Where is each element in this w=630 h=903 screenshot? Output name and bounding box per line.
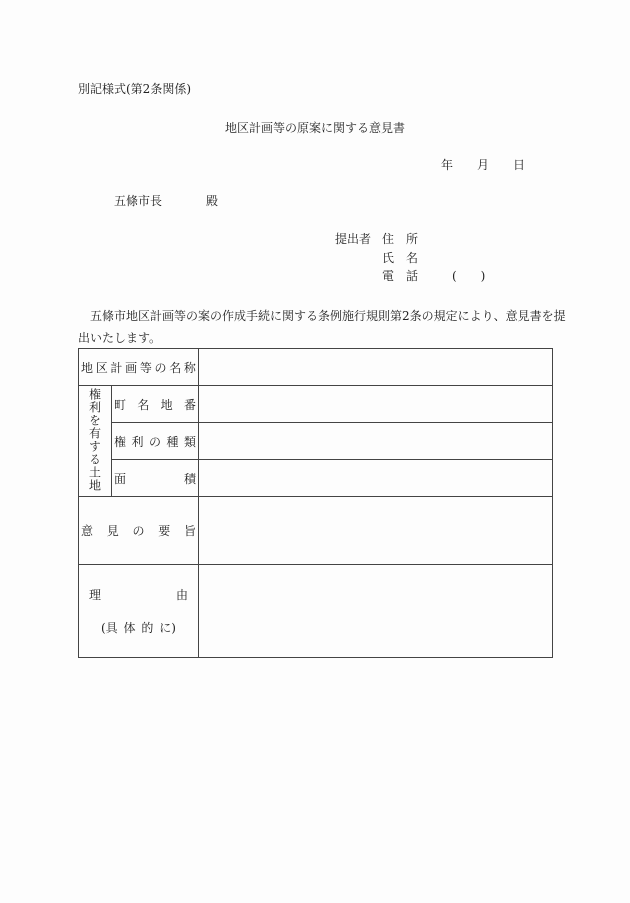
input-area[interactable] [199,460,553,497]
submitter-address-label: 住 所 [382,232,419,246]
submitter-phone-paren: ( ) [452,269,486,283]
label-right-type: 権 利 の 種 類 [112,423,199,460]
label-reason: 理 由 (具 体 的 に) [79,565,199,658]
addressee-honorific: 殿 [206,194,219,208]
opinion-form-table [78,348,553,658]
input-lot-number[interactable] [199,386,553,423]
input-right-type[interactable] [199,423,553,460]
input-plan-name[interactable] [199,349,553,386]
label-opinion-summary: 意 見 の 要 旨 [79,497,199,565]
addressee-name: 五條市長 [114,194,163,208]
form-reference: 別記様式(第2条関係) [78,82,191,96]
submitter-phone-label: 電 話 [382,269,419,283]
label-land-with-rights: 権利を有する土地 [79,386,112,497]
document-title: 地区計画等の原案に関する意見書 [224,121,405,135]
label-area: 面 積 [112,460,199,497]
body-text-line1: 五條市地区計画等の案の作成手続に関する条例施行規則第2条の規定により、意見書を提 [90,309,566,323]
input-opinion-summary[interactable] [199,497,553,565]
submitter-label: 提出者 [335,232,372,246]
date-day: 日 [513,158,526,172]
date-year: 年 [441,158,454,172]
label-lot-number: 町 名 地 番 [112,386,199,423]
input-reason[interactable] [199,565,553,658]
date-month: 月 [477,158,490,172]
body-text-line2: 出いたします。 [78,331,162,345]
submitter-name-label: 氏 名 [382,251,419,265]
label-plan-name: 地 区 計 画 等 の 名 称 [79,349,199,386]
